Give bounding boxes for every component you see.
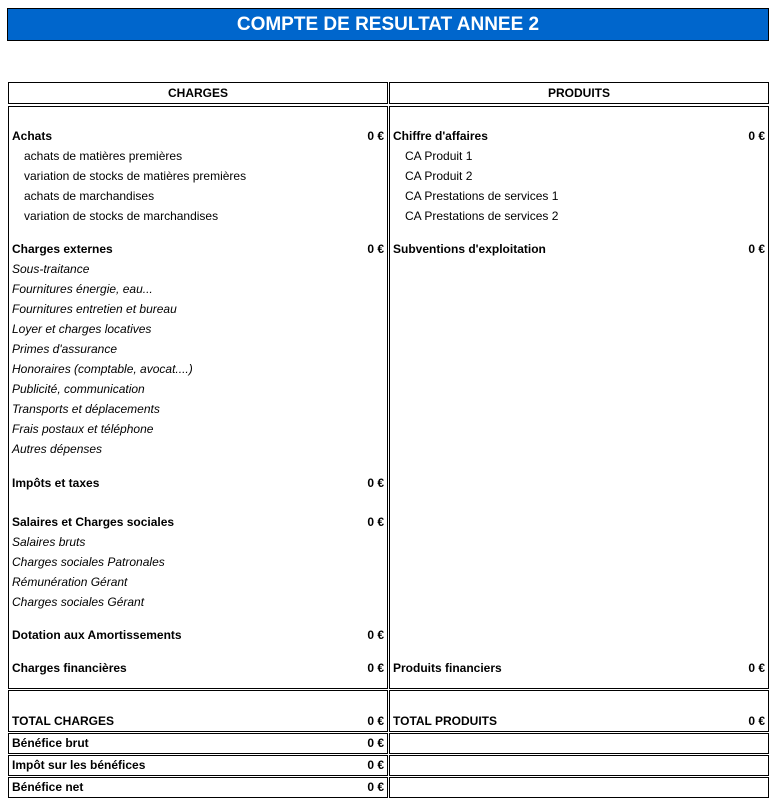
impots-amount: 0 €	[367, 476, 384, 490]
list-item: Rémunération Gérant	[12, 575, 128, 589]
list-item: Charges sociales Gérant	[12, 595, 145, 609]
charges-financieres-row	[9, 658, 387, 678]
empty-cell	[389, 733, 769, 754]
list-item: Frais postaux et téléphone	[12, 422, 154, 436]
benefice-net-cell	[8, 777, 388, 798]
total-charges-label: TOTAL CHARGES	[12, 714, 115, 728]
dotation-amount: 0 €	[367, 628, 384, 642]
produits-financiers-label: Produits financiers	[393, 661, 502, 675]
list-item: Primes d'assurance	[12, 342, 117, 356]
charges-section	[8, 106, 388, 689]
benefice-brut-label: Bénéfice brut	[12, 736, 89, 750]
impot-benefices-cell	[8, 755, 388, 776]
achats-amount: 0 €	[367, 129, 384, 143]
impots-row	[9, 473, 387, 493]
total-charges-amount: 0 €	[367, 714, 384, 728]
benefice-net-label: Bénéfice net	[12, 780, 84, 794]
subventions-label: Subventions d'exploitation	[393, 242, 546, 256]
list-item: Honoraires (comptable, avocat....)	[12, 362, 193, 376]
total-charges-cell	[8, 690, 388, 732]
salaires-row	[9, 512, 387, 532]
total-charges-row	[9, 711, 387, 731]
list-item: CA Prestations de services 2	[405, 209, 559, 223]
total-produits-cell	[389, 690, 769, 732]
produits-header: PRODUITS	[389, 82, 769, 104]
subventions-row	[390, 239, 768, 259]
empty-cell	[389, 777, 769, 798]
benefice-net-amount: 0 €	[367, 780, 384, 794]
list-item: Salaires bruts	[12, 535, 86, 549]
impots-label: Impôts et taxes	[12, 476, 100, 490]
list-item: achats de marchandises	[24, 189, 155, 203]
list-item: achats de matières premières	[24, 149, 183, 163]
produits-section	[389, 106, 769, 689]
list-item: Fournitures énergie, eau...	[12, 282, 153, 296]
dotation-label: Dotation aux Amortissements	[12, 628, 182, 642]
impot-benefices-label: Impôt sur les bénéfices	[12, 758, 146, 772]
ca-label: Chiffre d'affaires	[393, 129, 488, 143]
list-item: CA Prestations de services 1	[405, 189, 559, 203]
salaires-amount: 0 €	[367, 515, 384, 529]
achats-row	[9, 126, 387, 146]
dotation-row	[9, 625, 387, 645]
list-item: Autres dépenses	[12, 442, 103, 456]
empty-cell	[389, 755, 769, 776]
subventions-amount: 0 €	[748, 242, 765, 256]
produits-financiers-amount: 0 €	[748, 661, 765, 675]
benefice-brut-cell	[8, 733, 388, 754]
list-item: variation de stocks de matières premières	[24, 169, 247, 183]
page-title: COMPTE DE RESULTAT ANNEE 2	[7, 8, 769, 41]
total-produits-label: TOTAL PRODUITS	[393, 714, 498, 728]
benefice-brut-amount: 0 €	[367, 736, 384, 750]
charges-externes-label: Charges externes	[12, 242, 113, 256]
list-item: Sous-traitance	[12, 262, 90, 276]
list-item: Fournitures entretien et bureau	[12, 302, 177, 316]
charges-financieres-amount: 0 €	[367, 661, 384, 675]
charges-header: CHARGES	[8, 82, 388, 104]
total-produits-row	[390, 711, 768, 731]
list-item: Transports et déplacements	[12, 402, 160, 416]
ca-row	[390, 126, 768, 146]
charges-financieres-label: Charges financières	[12, 661, 127, 675]
list-item: Charges sociales Patronales	[12, 555, 165, 569]
list-item: variation de stocks de marchandises	[24, 209, 219, 223]
list-item: CA Produit 1	[405, 149, 473, 163]
ca-amount: 0 €	[748, 129, 765, 143]
produits-financiers-row	[390, 658, 768, 678]
charges-externes-row	[9, 239, 387, 259]
total-produits-amount: 0 €	[748, 714, 765, 728]
list-item: Publicité, communication	[12, 382, 145, 396]
list-item: CA Produit 2	[405, 169, 473, 183]
impot-benefices-amount: 0 €	[367, 758, 384, 772]
salaires-label: Salaires et Charges sociales	[12, 515, 175, 529]
achats-label: Achats	[12, 129, 53, 143]
charges-externes-amount: 0 €	[367, 242, 384, 256]
list-item: Loyer et charges locatives	[12, 322, 152, 336]
